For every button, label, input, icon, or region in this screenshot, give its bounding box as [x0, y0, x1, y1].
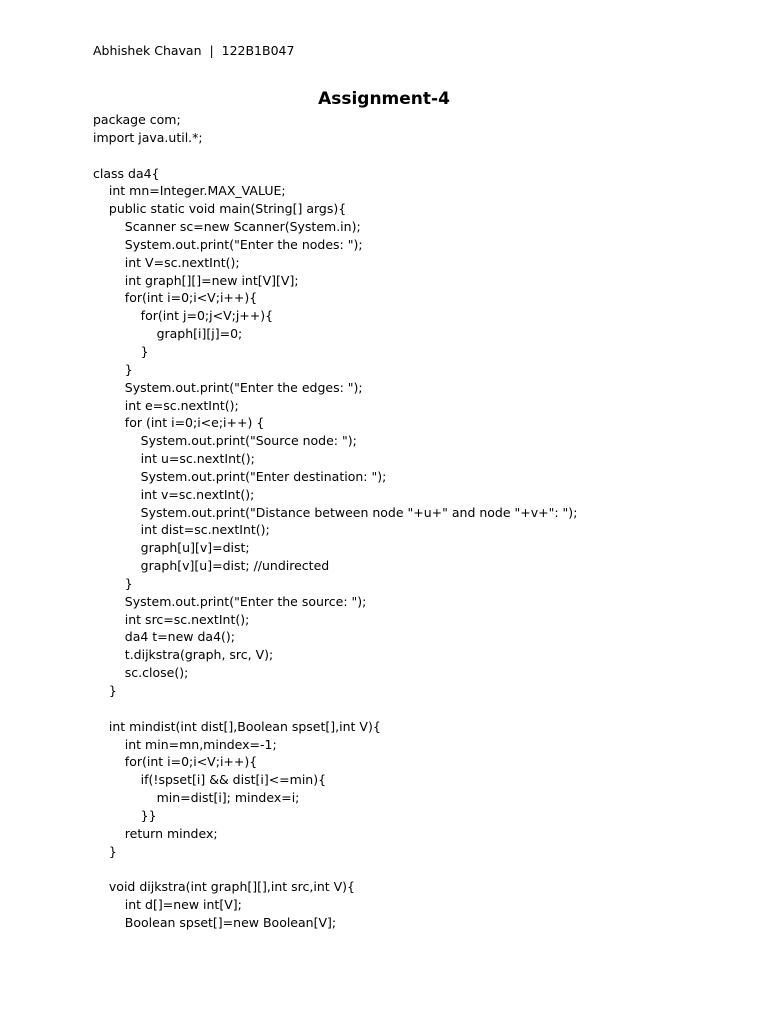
code-line: int v=sc.nextInt(); — [93, 486, 255, 502]
code-line: } — [93, 843, 117, 859]
code-line: System.out.print("Enter the nodes: "); — [93, 236, 363, 252]
code-line: }} — [93, 807, 157, 823]
code-line: int mindist(int dist[],Boolean spset[],int V){ — [93, 718, 381, 734]
document-title: Assignment-4 — [318, 89, 450, 109]
code-line: import java.util.*; — [93, 129, 203, 145]
code-line: graph[v][u]=dist; //undirected — [93, 558, 330, 574]
code-line: } — [93, 575, 133, 591]
code-line: } — [93, 343, 149, 359]
code-line: min=dist[i]; mindex=i; — [93, 790, 300, 806]
code-line: int src=sc.nextInt(); — [93, 611, 250, 627]
code-line: return mindex; — [93, 825, 218, 841]
code-line: System.out.print("Enter the source: "); — [93, 593, 367, 609]
code-line: void dijkstra(int graph[][],int src,int V){ — [93, 879, 356, 895]
code-line: int mn=Integer.MAX_VALUE; — [93, 183, 286, 199]
code-line — [93, 860, 577, 878]
code-line: public static void main(String[] args){ — [93, 201, 347, 217]
code-line: sc.close(); — [93, 665, 189, 681]
code-line: int graph[][]=new int[V][V]; — [93, 272, 299, 288]
code-line: int e=sc.nextInt(); — [93, 397, 239, 413]
code-line: int min=mn,mindex=-1; — [93, 736, 277, 752]
code-line: System.out.print("Enter destination: "); — [93, 468, 387, 484]
code-line: int u=sc.nextInt(); — [93, 451, 255, 467]
code-listing — [93, 111, 577, 932]
code-line: for(int i=0;i<V;i++){ — [93, 290, 258, 306]
code-line: graph[u][v]=dist; — [93, 540, 250, 556]
code-line: } — [93, 683, 117, 698]
code-line: System.out.print("Enter the edges: "); — [93, 379, 363, 395]
code-line — [93, 700, 577, 718]
code-line: Scanner sc=new Scanner(System.in); — [93, 219, 361, 235]
code-line: class da4{ — [93, 165, 160, 181]
code-line: for(int i=0;i<V;i++){ — [93, 754, 258, 770]
code-line: Boolean spset[]=new Boolean[V]; — [93, 914, 337, 930]
code-line: for(int j=0;j<V;j++){ — [93, 308, 274, 324]
code-line: System.out.print("Source node: "); — [93, 433, 357, 449]
code-line: } — [93, 361, 133, 377]
code-line: System.out.print("Distance between node "+u+" and node "+v+": "); — [93, 504, 578, 520]
code-line: int V=sc.nextInt(); — [93, 254, 240, 270]
author-header: Abhishek Chavan | 122B1B047 — [93, 43, 295, 58]
code-line — [93, 147, 577, 165]
code-line: for (int i=0;i<e;i++) { — [93, 415, 265, 431]
code-line: int dist=sc.nextInt(); — [93, 522, 270, 538]
code-line: t.dijkstra(graph, src, V); — [93, 647, 274, 663]
code-line: graph[i][j]=0; — [93, 326, 243, 342]
code-line: if(!spset[i] && dist[i]<=min){ — [93, 772, 327, 788]
code-line: da4 t=new da4(); — [93, 629, 236, 645]
code-line: int d[]=new int[V]; — [93, 897, 242, 913]
code-line: package com; — [93, 112, 181, 127]
